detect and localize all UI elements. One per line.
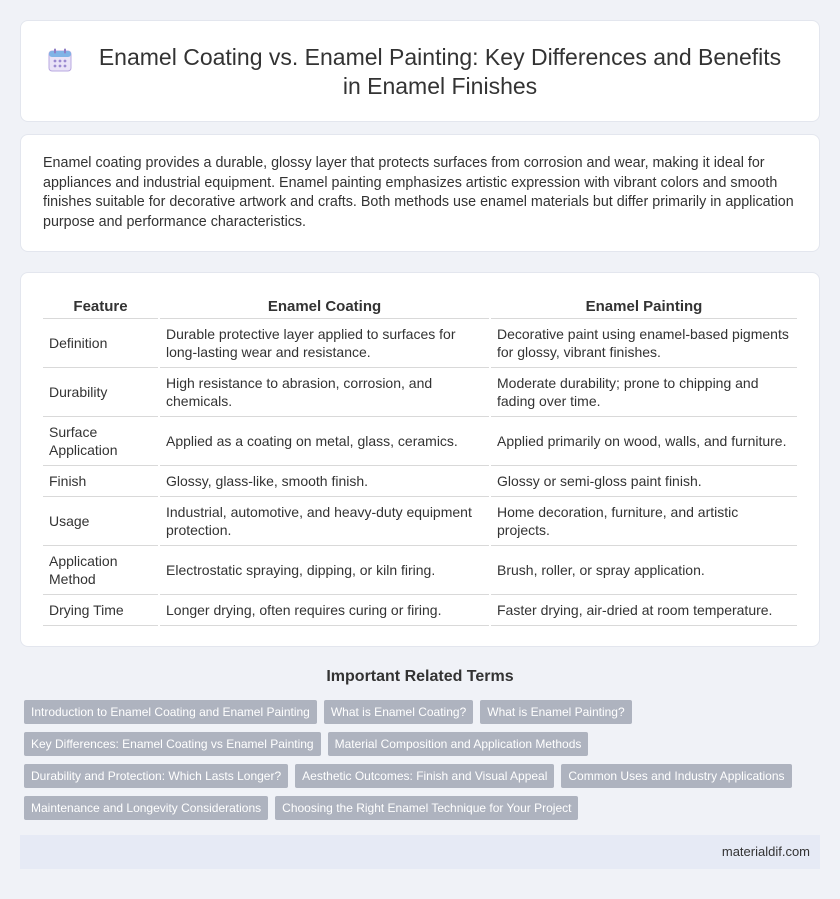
painting-cell: Brush, roller, or spray application. <box>491 546 797 595</box>
table-row <box>43 319 797 368</box>
table-row <box>43 595 797 626</box>
table-row <box>43 546 797 595</box>
table-row <box>43 417 797 466</box>
painting-cell: Moderate durability; prone to chipping and fading over time. <box>491 368 797 417</box>
related-term-tag[interactable]: Durability and Protection: Which Lasts Longer? <box>24 764 288 788</box>
table-row <box>43 497 797 546</box>
coating-cell: Glossy, glass-like, smooth finish. <box>160 466 489 497</box>
coating-cell: Applied as a coating on metal, glass, ceramics. <box>160 417 489 466</box>
related-term-tag[interactable]: What is Enamel Painting? <box>480 700 631 724</box>
feature-cell: Durability <box>43 368 158 417</box>
related-term-tag[interactable]: Material Composition and Application Methods <box>328 732 589 756</box>
footer <box>20 835 820 869</box>
related-term-tag[interactable]: Maintenance and Longevity Considerations <box>24 796 268 820</box>
coating-cell: Durable protective layer applied to surfaces for long-lasting wear and resistance. <box>160 319 489 368</box>
painting-cell: Home decoration, furniture, and artistic projects. <box>491 497 797 546</box>
table-header-row <box>43 295 797 319</box>
feature-cell: Usage <box>43 497 158 546</box>
feature-cell: Finish <box>43 466 158 497</box>
footer-site-name: materialdif.com <box>721 844 810 859</box>
painting-cell: Applied primarily on wood, walls, and furniture. <box>491 417 797 466</box>
painting-cell: Faster drying, air-dried at room temperature. <box>491 595 797 626</box>
related-term-tag[interactable]: Introduction to Enamel Coating and Enamel Painting <box>24 700 317 724</box>
column-header-feature: Feature <box>43 295 158 319</box>
related-term-tag[interactable]: Common Uses and Industry Applications <box>561 764 791 788</box>
comparison-table <box>41 295 799 626</box>
feature-cell: Definition <box>43 319 158 368</box>
table-row <box>43 368 797 417</box>
related-term-tag[interactable]: Choosing the Right Enamel Technique for Your Project <box>275 796 578 820</box>
intro-paragraph: Enamel coating provides a durable, glossy layer that protects surfaces from corrosion and wear, making it ideal for appliances and industrial equipment. Enamel painting emphasizes artistic expression with vibrant colors and smooth finishes suitable for decorative artwork and crafts. Both methods use enamel materials but differ primarily in application purpose and performance characteristics. <box>43 155 794 230</box>
related-term-tag[interactable]: Aesthetic Outcomes: Finish and Visual Appeal <box>295 764 554 788</box>
related-terms-heading: Important Related Terms <box>326 668 514 685</box>
coating-cell: Industrial, automotive, and heavy-duty equipment protection. <box>160 497 489 546</box>
related-term-tag[interactable]: Key Differences: Enamel Coating vs Enamel Painting <box>24 732 321 756</box>
related-term-tag[interactable]: What is Enamel Coating? <box>324 700 473 724</box>
related-terms-tags <box>24 700 824 828</box>
painting-cell: Decorative paint using enamel-based pigments for glossy, vibrant finishes. <box>491 319 797 368</box>
column-header-enamel-painting: Enamel Painting <box>491 295 797 319</box>
coating-cell: Longer drying, often requires curing or firing. <box>160 595 489 626</box>
comparison-table-card <box>20 272 820 647</box>
column-header-enamel-coating: Enamel Coating <box>160 295 489 319</box>
coating-cell: High resistance to abrasion, corrosion, and chemicals. <box>160 368 489 417</box>
page-title: Enamel Coating vs. Enamel Painting: Key Differences and Benefits in Enamel Finishes <box>98 44 782 99</box>
feature-cell: Drying Time <box>43 595 158 626</box>
table-row <box>43 466 797 497</box>
intro-card <box>20 134 820 252</box>
feature-cell: Surface Application <box>43 417 158 466</box>
header-card <box>20 20 820 122</box>
coating-cell: Electrostatic spraying, dipping, or kiln firing. <box>160 546 489 595</box>
feature-cell: Application Method <box>43 546 158 595</box>
painting-cell: Glossy or semi-gloss paint finish. <box>491 466 797 497</box>
